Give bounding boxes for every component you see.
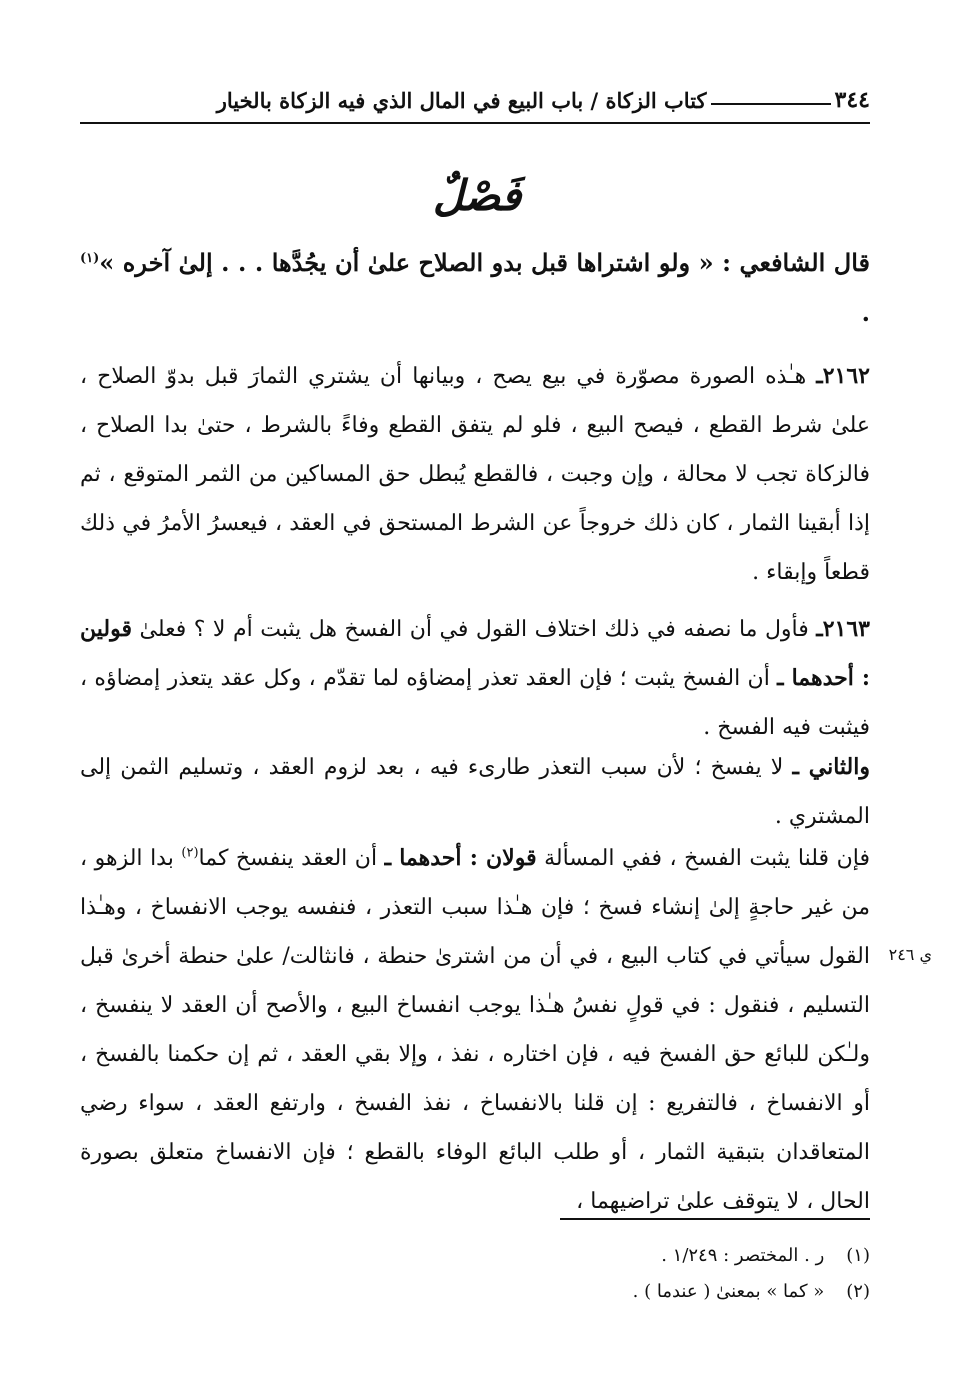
bold-term: والثاني ـ [792, 754, 870, 780]
paragraph-2163 [80, 605, 870, 752]
running-title: كتاب الزكاة / باب البيع في المال الذي فيه الزكاة بالخيار [216, 87, 707, 113]
header-dash-line [711, 103, 831, 105]
footnote [80, 1238, 870, 1274]
paragraph-text: بدا الزهو ، من غير حاجةٍ إلىٰ إنشاء فسخ ؛ فإن هـٰذا سبب التعذر ، فنفسه يوجب الانفساخ ، وهـٰذا القول سيأتي في كتاب البيع ، في أن من اشترىٰ حنطة ، فانثالت/ علىٰ حنطة أخرىٰ قبل التسليم ، فنقول : في قولٍ نفسُ هـٰذا يوجب انفساخ البيع ، والأصح أن العقد لا ينفسخ ، ولـٰكن للبائع حق الفسخ فيه ، فإن اختاره ، نفذ ، وإلا بقي العقد ، ثم إن حكمنا بالفسخ ، أو الانفساخ ، فالتفريع : إن قلنا بالانفساخ ، نفذ الفسخ ، وارتفع العقد ، سواء رضي المتعاقدان بتبقية الثمار ، أو طلب البائع الوفاء بالقطع ؛ فإن الانفساخ متعلق بصورة الحال ، لا يتوقف علىٰ تراضيهما ، [80, 846, 870, 1214]
footnote-text: « كما » بمعنىٰ ( عندما ) . [632, 1281, 825, 1302]
paragraph-number: ٢١٦٣ـ [816, 616, 870, 642]
section-heading: فَصْلٌ [432, 171, 522, 220]
shafii-quote [80, 238, 870, 338]
footnote-number: (١) [846, 1245, 870, 1266]
quote-text: قال الشافعي : « ولو اشتراها قبل بدو الصلاح علىٰ أن يجُدَّها . . . إلىٰ آخره » [99, 248, 870, 277]
quote-end: . [861, 298, 870, 327]
footnote [80, 1274, 870, 1310]
paragraph-text: لا يفسخ ؛ لأن سبب التعذر طارىء فيه ، بعد لزوم العقد ، وتسليم الثمن إلى المشتري . [80, 755, 870, 829]
footnote-ref-1: (١) [80, 251, 100, 266]
paragraph-text: هـٰذه الصورة مصوّرة في بيع يصح ، وبيانها أن يشتري الثمارَ قبل بدوّ الصلاح ، علىٰ شرط القطع ، فيصح البيع ، فلو لم يتفق القطع وفاءً بالشرط ، حتىٰ بدا الصلاح ، فالزكاة تجب لا محالة ، وإن وجبت ، فالقطع يُبطل حق المساكين من الثمر المتوقع ، ثم إذا أبقينا الثمار ، كان ذلك خروجاً عن الشرط المستحق في العقد ، فيعسرُ الأمرُ في ذلك قطعاً وإبقاء . [80, 364, 870, 585]
paragraph-text: فأول ما نصفه في ذلك اختلاف القول في أن الفسخ هل يثبت أم لا ؟ فعلىٰ [131, 617, 817, 642]
paragraph-2162 [80, 352, 870, 597]
footnotes [80, 1238, 870, 1310]
paragraph-text: فإن قلنا يثبت الفسخ ، ففي المسألة [536, 846, 870, 871]
paragraph-annulment [80, 834, 870, 1226]
bold-term: قولان : أحدهما ـ [384, 845, 537, 871]
manuscript-folio-note: ي ٢٤٦ [888, 945, 932, 964]
paragraph-second-opinion [80, 743, 870, 841]
page-number: ٣٤٤ [834, 87, 870, 113]
paragraph-text: أن الفسخ يثبت ؛ فإن العقد تعذر إمضاؤه لما تقدّم ، وكل عقد يتعذر إمضاؤه ، فيثبت فيه الفسخ . [80, 666, 870, 740]
paragraph-text: أن العقد ينفسخ كما [198, 846, 385, 871]
footnote-text: ر . المختصر : ١/٢٤٩ . [661, 1245, 825, 1266]
footnote-ref-2: (٢) [181, 845, 199, 861]
page-header [80, 82, 870, 118]
footnote-rule [560, 1218, 870, 1220]
header-rule [80, 122, 870, 124]
paragraph-number: ٢١٦٢ـ [816, 363, 870, 389]
bold-term: قولين : أحدهما ـ [80, 616, 870, 691]
footnote-number: (٢) [846, 1281, 870, 1302]
